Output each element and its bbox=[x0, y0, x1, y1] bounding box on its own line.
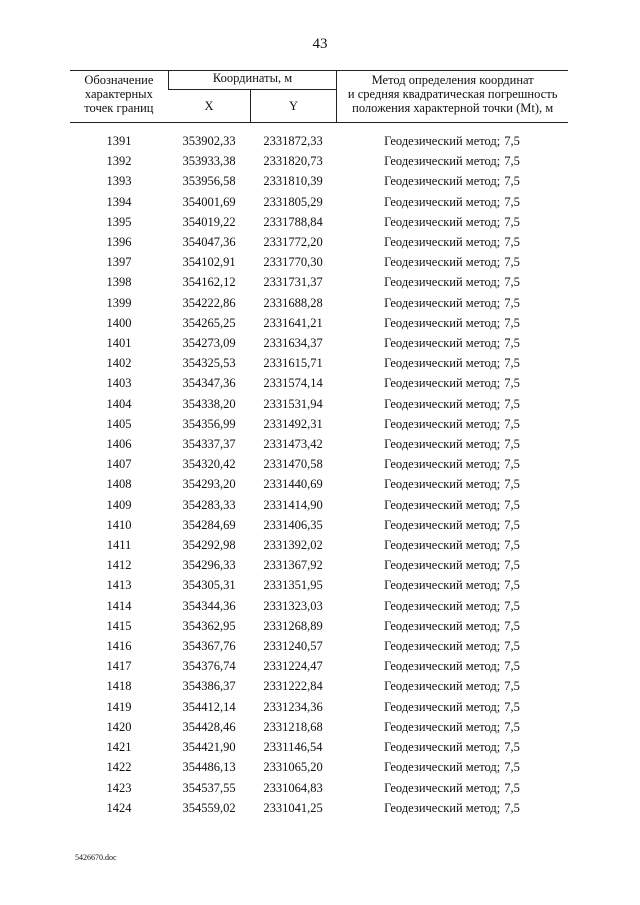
coord-y: 2331731,37 bbox=[263, 275, 323, 290]
point-id: 1416 bbox=[106, 639, 132, 654]
coord-y: 2331224,47 bbox=[263, 659, 323, 674]
table-row bbox=[70, 414, 568, 434]
point-id: 1404 bbox=[106, 396, 132, 411]
mt-value: 7,5 bbox=[504, 356, 520, 371]
point-id: 1420 bbox=[106, 719, 132, 734]
table-row bbox=[70, 353, 568, 373]
coord-x: 354283,33 bbox=[182, 497, 236, 512]
coord-y: 2331492,31 bbox=[263, 416, 323, 431]
coord-y: 2331065,20 bbox=[263, 760, 323, 775]
coord-x: 354284,69 bbox=[182, 517, 236, 532]
coord-x: 354537,55 bbox=[182, 780, 236, 795]
point-id: 1393 bbox=[106, 174, 132, 189]
method-cell bbox=[336, 252, 568, 272]
coord-x: 354265,25 bbox=[182, 315, 236, 330]
point-id: 1398 bbox=[106, 275, 132, 290]
header-method-line: положения характерной точки (Mt), м bbox=[352, 101, 554, 115]
point-id: 1423 bbox=[106, 780, 132, 795]
mt-value: 7,5 bbox=[504, 437, 520, 452]
table-row bbox=[70, 575, 568, 595]
table-header bbox=[70, 70, 568, 123]
table-row bbox=[70, 192, 568, 212]
method-text: Геодезический метод; bbox=[384, 416, 501, 431]
method-cell bbox=[336, 313, 568, 333]
coord-x: 354273,09 bbox=[182, 336, 236, 351]
method-cell bbox=[336, 434, 568, 454]
point-id: 1421 bbox=[106, 740, 132, 755]
point-id: 1415 bbox=[106, 618, 132, 633]
coord-y: 2331688,28 bbox=[263, 295, 323, 310]
coord-x: 354559,02 bbox=[182, 800, 236, 815]
method-text: Геодезический метод; bbox=[384, 336, 501, 351]
method-cell bbox=[336, 778, 568, 798]
method-cell bbox=[336, 212, 568, 232]
coord-y: 2331351,95 bbox=[263, 578, 323, 593]
mt-value: 7,5 bbox=[504, 477, 520, 492]
method-cell bbox=[336, 131, 568, 151]
table-row bbox=[70, 778, 568, 798]
method-cell bbox=[336, 373, 568, 393]
coord-y: 2331234,36 bbox=[263, 699, 323, 714]
table-row bbox=[70, 717, 568, 737]
mt-value: 7,5 bbox=[504, 376, 520, 391]
method-text: Геодезический метод; bbox=[384, 214, 501, 229]
coord-x: 354019,22 bbox=[182, 214, 236, 229]
method-text: Геодезический метод; bbox=[384, 578, 501, 593]
point-id: 1407 bbox=[106, 457, 132, 472]
coord-y: 2331146,54 bbox=[263, 740, 323, 755]
point-id: 1424 bbox=[106, 800, 132, 815]
coord-x: 354412,14 bbox=[182, 699, 236, 714]
mt-value: 7,5 bbox=[504, 416, 520, 431]
method-text: Геодезический метод; bbox=[384, 618, 501, 633]
coord-y: 2331470,58 bbox=[263, 457, 323, 472]
coord-x: 354376,74 bbox=[182, 659, 236, 674]
point-id: 1418 bbox=[106, 679, 132, 694]
coord-y: 2331641,21 bbox=[263, 315, 323, 330]
header-method-line: и средняя квадратическая погрешность bbox=[347, 87, 558, 101]
method-text: Геодезический метод; bbox=[384, 295, 501, 310]
point-id: 1397 bbox=[106, 255, 132, 270]
table-row bbox=[70, 454, 568, 474]
coord-x: 354296,33 bbox=[182, 558, 236, 573]
mt-value: 7,5 bbox=[504, 760, 520, 775]
mt-value: 7,5 bbox=[504, 740, 520, 755]
header-y: Y bbox=[250, 90, 337, 123]
method-cell bbox=[336, 151, 568, 171]
mt-value: 7,5 bbox=[504, 275, 520, 290]
coord-x: 354367,76 bbox=[182, 639, 236, 654]
header-method-line: Метод определения координат bbox=[371, 73, 534, 87]
point-id: 1402 bbox=[106, 356, 132, 371]
method-text: Геодезический метод; bbox=[384, 134, 501, 148]
method-cell bbox=[336, 575, 568, 595]
coord-y: 2331222,84 bbox=[263, 679, 323, 694]
coord-y: 2331041,25 bbox=[263, 800, 323, 815]
coord-x: 354347,36 bbox=[182, 376, 236, 391]
point-id: 1412 bbox=[106, 558, 132, 573]
method-text: Геодезический метод; bbox=[384, 598, 501, 613]
table-row bbox=[70, 676, 568, 696]
table-row bbox=[70, 232, 568, 252]
point-id: 1422 bbox=[106, 760, 132, 775]
table-row bbox=[70, 272, 568, 292]
point-id: 1406 bbox=[106, 437, 132, 452]
method-text: Геодезический метод; bbox=[384, 800, 501, 815]
coord-y: 2331064,83 bbox=[263, 780, 323, 795]
coord-y: 2331788,84 bbox=[263, 214, 323, 229]
table-row bbox=[70, 131, 568, 151]
table-row bbox=[70, 495, 568, 515]
method-text: Геодезический метод; bbox=[384, 719, 501, 734]
mt-value: 7,5 bbox=[504, 679, 520, 694]
method-text: Геодезический метод; bbox=[384, 437, 501, 452]
header-point-label-line: точек границ bbox=[84, 101, 154, 115]
mt-value: 7,5 bbox=[504, 719, 520, 734]
mt-value: 7,5 bbox=[504, 659, 520, 674]
header-coordinates: Координаты, м bbox=[168, 71, 337, 90]
mt-value: 7,5 bbox=[504, 618, 520, 633]
method-cell bbox=[336, 535, 568, 555]
point-id: 1396 bbox=[106, 235, 132, 250]
coord-x: 354222,86 bbox=[182, 295, 236, 310]
mt-value: 7,5 bbox=[504, 699, 520, 714]
method-cell bbox=[336, 293, 568, 313]
coord-y: 2331805,29 bbox=[263, 194, 323, 209]
method-cell bbox=[336, 717, 568, 737]
point-id: 1399 bbox=[106, 295, 132, 310]
table-row bbox=[70, 697, 568, 717]
point-id: 1411 bbox=[106, 538, 132, 553]
method-cell bbox=[336, 272, 568, 292]
coord-x: 353902,33 bbox=[182, 134, 236, 148]
header-method bbox=[337, 71, 568, 123]
mt-value: 7,5 bbox=[504, 255, 520, 270]
point-id: 1419 bbox=[106, 699, 132, 714]
method-text: Геодезический метод; bbox=[384, 315, 501, 330]
method-cell bbox=[336, 757, 568, 777]
table-row bbox=[70, 656, 568, 676]
mt-value: 7,5 bbox=[504, 517, 520, 532]
coord-x: 354293,20 bbox=[182, 477, 236, 492]
point-id: 1400 bbox=[106, 315, 132, 330]
coord-y: 2331414,90 bbox=[263, 497, 323, 512]
table-row bbox=[70, 798, 568, 818]
method-cell bbox=[336, 394, 568, 414]
table-row bbox=[70, 555, 568, 575]
coordinates-table bbox=[70, 131, 568, 818]
coord-x: 354344,36 bbox=[182, 598, 236, 613]
coord-y: 2331392,02 bbox=[263, 538, 323, 553]
point-id: 1403 bbox=[106, 376, 132, 391]
method-text: Геодезический метод; bbox=[384, 154, 501, 169]
mt-value: 7,5 bbox=[504, 457, 520, 472]
mt-value: 7,5 bbox=[504, 800, 520, 815]
mt-value: 7,5 bbox=[504, 214, 520, 229]
footer-filename: 5426670.doc bbox=[75, 853, 117, 862]
point-id: 1410 bbox=[106, 517, 132, 532]
coord-x: 354001,69 bbox=[182, 194, 236, 209]
table-row bbox=[70, 333, 568, 353]
coord-y: 2331240,57 bbox=[263, 639, 323, 654]
point-id: 1405 bbox=[106, 416, 132, 431]
coord-y: 2331634,37 bbox=[263, 336, 323, 351]
method-text: Геодезический метод; bbox=[384, 194, 501, 209]
coord-x: 354325,53 bbox=[182, 356, 236, 371]
table-row bbox=[70, 434, 568, 454]
point-id: 1392 bbox=[106, 154, 132, 169]
table-row bbox=[70, 373, 568, 393]
mt-value: 7,5 bbox=[504, 578, 520, 593]
point-id: 1401 bbox=[106, 336, 132, 351]
table-row bbox=[70, 151, 568, 171]
coord-y: 2331820,73 bbox=[263, 154, 323, 169]
mt-value: 7,5 bbox=[504, 336, 520, 351]
method-text: Геодезический метод; bbox=[384, 780, 501, 795]
method-text: Геодезический метод; bbox=[384, 699, 501, 714]
method-cell bbox=[336, 192, 568, 212]
coord-y: 2331473,42 bbox=[263, 437, 323, 452]
method-text: Геодезический метод; bbox=[384, 235, 501, 250]
method-cell bbox=[336, 333, 568, 353]
point-id: 1414 bbox=[106, 598, 132, 613]
method-text: Геодезический метод; bbox=[384, 659, 501, 674]
coord-y: 2331770,30 bbox=[263, 255, 323, 270]
point-id: 1409 bbox=[106, 497, 132, 512]
coord-y: 2331406,35 bbox=[263, 517, 323, 532]
coord-x: 354386,37 bbox=[182, 679, 236, 694]
method-text: Геодезический метод; bbox=[384, 740, 501, 755]
coord-x: 354102,91 bbox=[182, 255, 236, 270]
method-text: Геодезический метод; bbox=[384, 558, 501, 573]
table-row bbox=[70, 293, 568, 313]
method-text: Геодезический метод; bbox=[384, 457, 501, 472]
table-row bbox=[70, 515, 568, 535]
mt-value: 7,5 bbox=[504, 396, 520, 411]
coord-x: 354162,12 bbox=[182, 275, 236, 290]
coord-y: 2331268,89 bbox=[263, 618, 323, 633]
coord-x: 354428,46 bbox=[182, 719, 236, 734]
mt-value: 7,5 bbox=[504, 154, 520, 169]
header-point-label bbox=[70, 71, 168, 123]
method-cell bbox=[336, 656, 568, 676]
method-text: Геодезический метод; bbox=[384, 517, 501, 532]
method-cell bbox=[336, 171, 568, 191]
mt-value: 7,5 bbox=[504, 538, 520, 553]
table-row bbox=[70, 252, 568, 272]
method-cell bbox=[336, 515, 568, 535]
point-id: 1408 bbox=[106, 477, 132, 492]
method-cell bbox=[336, 555, 568, 575]
mt-value: 7,5 bbox=[504, 558, 520, 573]
table-row bbox=[70, 313, 568, 333]
table-row bbox=[70, 636, 568, 656]
mt-value: 7,5 bbox=[504, 194, 520, 209]
coord-y: 2331615,71 bbox=[263, 356, 323, 371]
method-cell bbox=[336, 474, 568, 494]
mt-value: 7,5 bbox=[504, 235, 520, 250]
method-text: Геодезический метод; bbox=[384, 760, 501, 775]
coord-x: 353933,38 bbox=[182, 154, 236, 169]
mt-value: 7,5 bbox=[504, 134, 520, 148]
point-id: 1413 bbox=[106, 578, 132, 593]
mt-value: 7,5 bbox=[504, 174, 520, 189]
table-row bbox=[70, 737, 568, 757]
point-id: 1395 bbox=[106, 214, 132, 229]
mt-value: 7,5 bbox=[504, 315, 520, 330]
mt-value: 7,5 bbox=[504, 497, 520, 512]
mt-value: 7,5 bbox=[504, 780, 520, 795]
coord-x: 354337,37 bbox=[182, 437, 236, 452]
coord-y: 2331367,92 bbox=[263, 558, 323, 573]
method-cell bbox=[336, 414, 568, 434]
coord-x: 354305,31 bbox=[182, 578, 236, 593]
method-text: Геодезический метод; bbox=[384, 679, 501, 694]
coord-y: 2331872,33 bbox=[263, 134, 323, 148]
coord-x: 354356,99 bbox=[182, 416, 236, 431]
table-row bbox=[70, 212, 568, 232]
header-point-label-line: Обозначение bbox=[84, 73, 154, 87]
method-cell bbox=[336, 454, 568, 474]
method-cell bbox=[336, 697, 568, 717]
coord-y: 2331772,20 bbox=[263, 235, 323, 250]
method-text: Геодезический метод; bbox=[384, 255, 501, 270]
coord-y: 2331440,69 bbox=[263, 477, 323, 492]
coord-x: 354320,42 bbox=[182, 457, 236, 472]
coord-x: 354338,20 bbox=[182, 396, 236, 411]
method-cell bbox=[336, 596, 568, 616]
point-id: 1394 bbox=[106, 194, 132, 209]
point-id: 1391 bbox=[106, 134, 132, 148]
mt-value: 7,5 bbox=[504, 295, 520, 310]
point-id: 1417 bbox=[106, 659, 132, 674]
method-text: Геодезический метод; bbox=[384, 356, 501, 371]
method-text: Геодезический метод; bbox=[384, 639, 501, 654]
method-cell bbox=[336, 495, 568, 515]
method-cell bbox=[336, 353, 568, 373]
method-cell bbox=[336, 676, 568, 696]
table-row bbox=[70, 394, 568, 414]
coord-x: 354486,13 bbox=[182, 760, 236, 775]
method-text: Геодезический метод; bbox=[384, 497, 501, 512]
header-point-label-line: характерных bbox=[84, 87, 153, 101]
table-row bbox=[70, 616, 568, 636]
table-row bbox=[70, 535, 568, 555]
coord-y: 2331810,39 bbox=[263, 174, 323, 189]
table-row bbox=[70, 474, 568, 494]
method-text: Геодезический метод; bbox=[384, 396, 501, 411]
coord-y: 2331323,03 bbox=[263, 598, 323, 613]
coord-y: 2331531,94 bbox=[263, 396, 323, 411]
coord-x: 353956,58 bbox=[182, 174, 236, 189]
mt-value: 7,5 bbox=[504, 598, 520, 613]
coord-x: 354421,90 bbox=[182, 740, 236, 755]
page-number: 43 bbox=[312, 36, 328, 52]
method-text: Геодезический метод; bbox=[384, 376, 501, 391]
table-row bbox=[70, 757, 568, 777]
coord-x: 354362,95 bbox=[182, 618, 236, 633]
method-cell bbox=[336, 616, 568, 636]
method-text: Геодезический метод; bbox=[384, 275, 501, 290]
mt-value: 7,5 bbox=[504, 639, 520, 654]
method-text: Геодезический метод; bbox=[384, 174, 501, 189]
table-row bbox=[70, 171, 568, 191]
coord-y: 2331574,14 bbox=[263, 376, 323, 391]
coord-x: 354047,36 bbox=[182, 235, 236, 250]
coord-x: 354292,98 bbox=[182, 538, 236, 553]
method-cell bbox=[336, 798, 568, 818]
table-row bbox=[70, 596, 568, 616]
header-x: X bbox=[168, 90, 250, 123]
coord-y: 2331218,68 bbox=[263, 719, 323, 734]
method-text: Геодезический метод; bbox=[384, 538, 501, 553]
method-text: Геодезический метод; bbox=[384, 477, 501, 492]
method-cell bbox=[336, 232, 568, 252]
method-cell bbox=[336, 737, 568, 757]
method-cell bbox=[336, 636, 568, 656]
